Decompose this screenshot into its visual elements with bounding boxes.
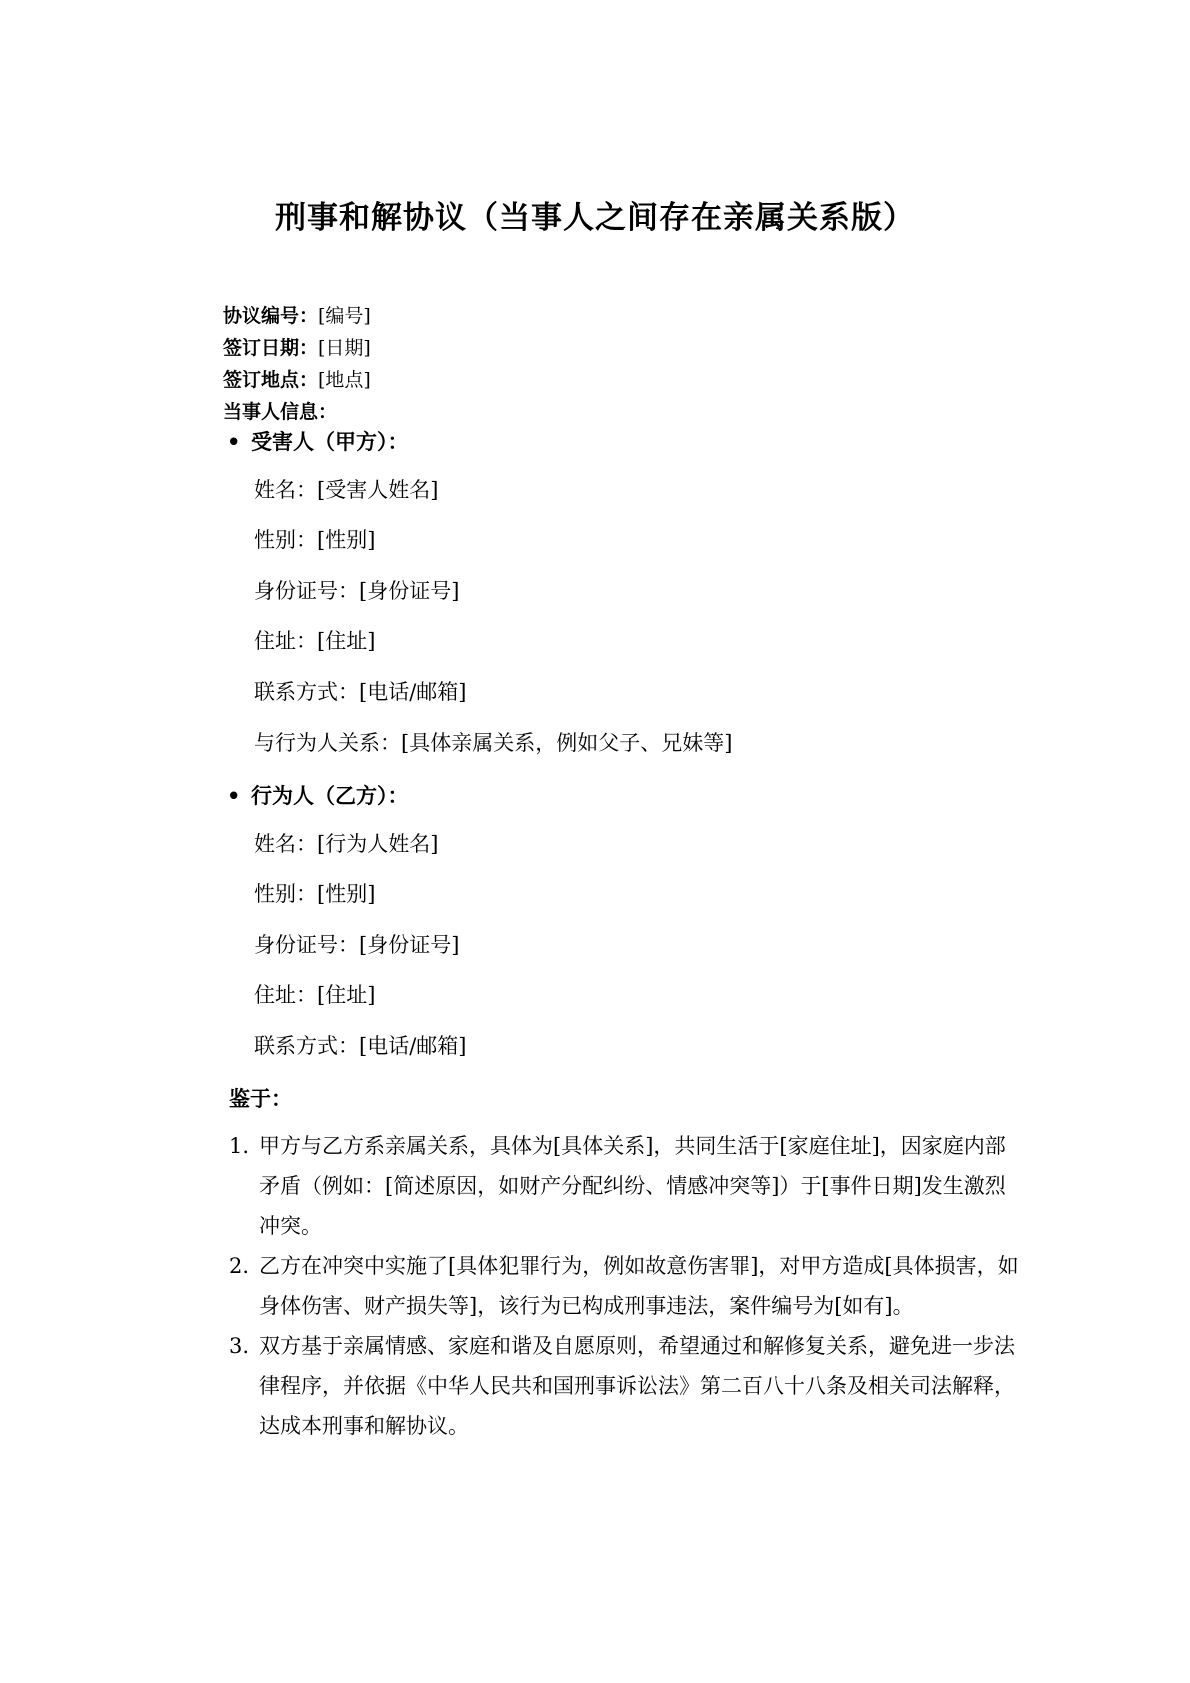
clause-number: 1. bbox=[229, 1134, 250, 1158]
bullet-icon: • bbox=[227, 784, 241, 808]
party-b-gender: 性别：[性别] bbox=[254, 882, 376, 906]
party-a-relationship: 与行为人关系：[具体亲属关系，例如父子、兄妹等] bbox=[254, 731, 733, 755]
party-a-heading-text: 受害人（甲方）： bbox=[251, 430, 409, 454]
meta-label: 当事人信息： bbox=[223, 401, 338, 423]
clause-number: 3. bbox=[229, 1334, 250, 1358]
clause-text: 乙方在冲突中实施了[具体犯罪行为，例如故意伤害罪]，对甲方造成[具体损害，如身体伤害、财产损失等]，该行为已构成刑事违法，案件编号为[如有]。 bbox=[259, 1254, 1019, 1318]
meta-label: 签订地点： bbox=[223, 369, 319, 391]
party-a-id-number: 身份证号：[身份证号] bbox=[254, 579, 460, 603]
clause-text: 甲方与乙方系亲属关系，具体为[具体关系]，共同生活于[家庭住址]，因家庭内部矛盾（例如：[简述原因，如财产分配纠纷、情感冲突等]）于[事件日期]发生激烈冲突。 bbox=[259, 1134, 1006, 1238]
clause-item bbox=[229, 1126, 1019, 1246]
party-b-name: 姓名：[行为人姓名] bbox=[254, 832, 439, 856]
party-a-address: 住址：[住址] bbox=[254, 629, 376, 653]
bullet-icon: • bbox=[227, 430, 241, 454]
clause-item bbox=[229, 1246, 1019, 1326]
party-b-address: 住址：[住址] bbox=[254, 983, 376, 1007]
meta-agreement-number bbox=[223, 300, 371, 332]
meta-label: 签订日期： bbox=[223, 337, 319, 359]
clause-text: 双方基于亲属情感、家庭和谐及自愿原则，希望通过和解修复关系，避免进一步法律程序，并依据《中华人民共和国刑事诉讼法》第二百八十八条及相关司法解释，达成本刑事和解协议。 bbox=[259, 1334, 1015, 1438]
party-b-id-number: 身份证号：[身份证号] bbox=[254, 933, 460, 957]
document-title: 刑事和解协议（当事人之间存在亲属关系版） bbox=[275, 200, 915, 236]
party-b-contact: 联系方式：[电话/邮箱] bbox=[254, 1034, 467, 1058]
agreement-meta bbox=[223, 300, 371, 428]
party-a-heading bbox=[227, 426, 409, 456]
meta-value: [日期] bbox=[318, 337, 371, 359]
clause-number: 2. bbox=[229, 1254, 250, 1278]
whereas-heading: 鉴于： bbox=[229, 1087, 292, 1111]
whereas-clauses bbox=[229, 1126, 1019, 1446]
party-a-name: 姓名：[受害人姓名] bbox=[254, 478, 439, 502]
meta-sign-place bbox=[223, 364, 371, 396]
party-b-heading-text: 行为人（乙方）： bbox=[251, 784, 409, 808]
meta-party-info bbox=[223, 396, 371, 428]
meta-label: 协议编号： bbox=[223, 305, 319, 327]
party-a-gender: 性别：[性别] bbox=[254, 528, 376, 552]
party-b-heading bbox=[227, 780, 409, 810]
meta-value: [地点] bbox=[318, 369, 371, 391]
meta-sign-date bbox=[223, 332, 371, 364]
meta-value: [编号] bbox=[318, 305, 371, 327]
party-a-contact: 联系方式：[电话/邮箱] bbox=[254, 680, 467, 704]
clause-item bbox=[229, 1326, 1019, 1446]
